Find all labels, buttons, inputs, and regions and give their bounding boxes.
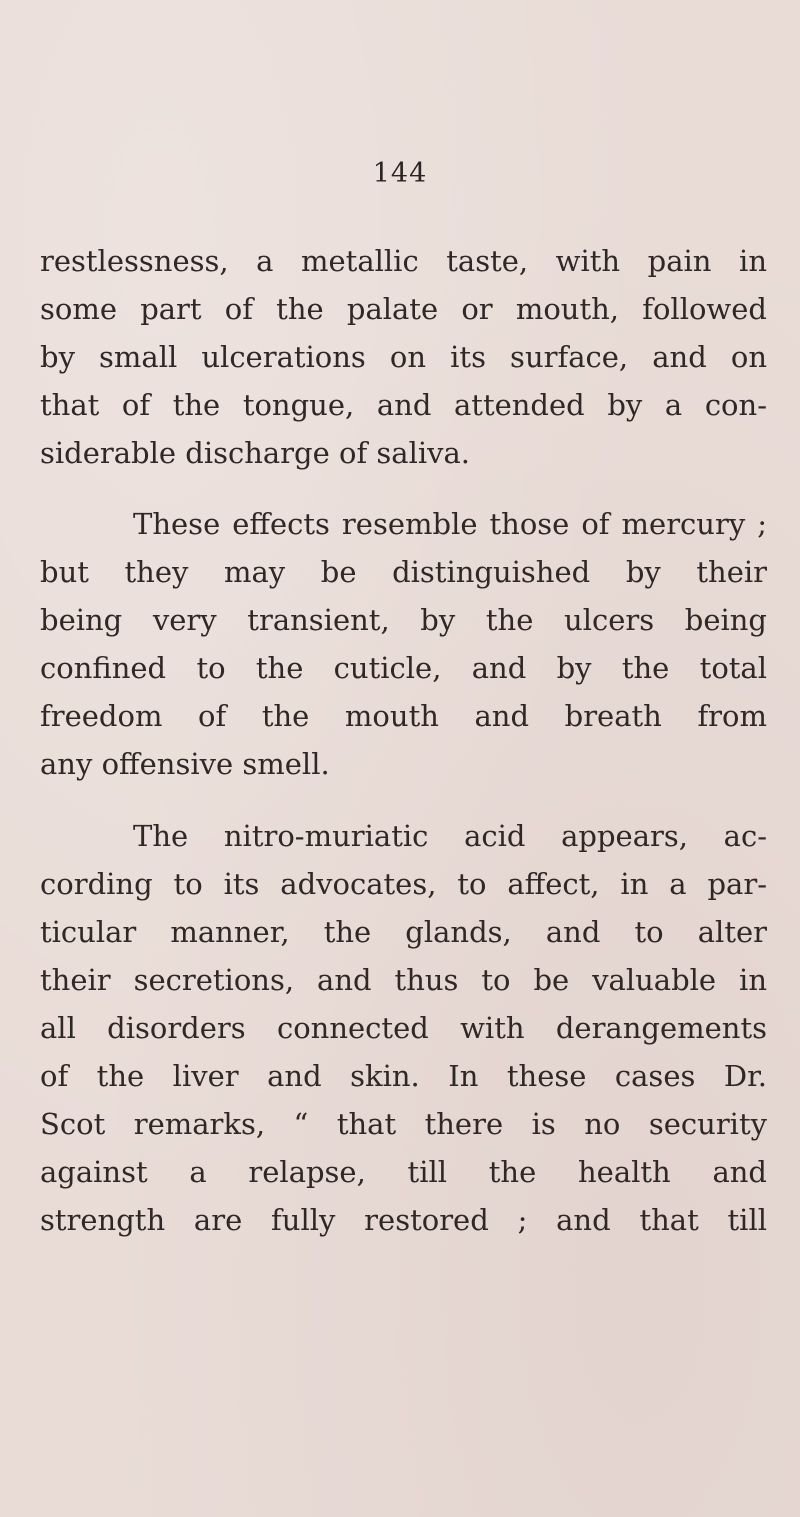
paragraph-1 bbox=[40, 237, 767, 477]
text-line: freedom of the mouth and breath from bbox=[40, 699, 767, 733]
text-line: all disorders connected with derangements bbox=[40, 1011, 767, 1045]
text-line: being very transient, by the ulcers being bbox=[40, 603, 767, 637]
text-line: but they may be distinguished by their bbox=[40, 555, 767, 589]
text-line: that of the tongue, and attended by a con- bbox=[40, 388, 767, 422]
page-number: 144 bbox=[372, 158, 428, 189]
paragraph-2 bbox=[40, 500, 767, 788]
text-line: These effects resemble those of mercury ; bbox=[133, 507, 767, 541]
text-line: cording to its advocates, to affect, in a par- bbox=[40, 867, 767, 901]
text-line: of the liver and skin. In these cases Dr. bbox=[40, 1059, 767, 1093]
text-line: restlessness, a metallic taste, with pain in bbox=[40, 244, 767, 278]
text-line: ticular manner, the glands, and to alter bbox=[40, 915, 767, 949]
text-line: confined to the cuticle, and by the total bbox=[40, 651, 767, 685]
text-line: some part of the palate or mouth, followed bbox=[40, 292, 767, 326]
paragraph-3 bbox=[40, 812, 767, 1244]
text-line: their secretions, and thus to be valuable in bbox=[40, 963, 767, 997]
text-line: strength are fully restored ; and that till bbox=[40, 1203, 767, 1237]
text-line: siderable discharge of saliva. bbox=[40, 436, 471, 470]
text-line: Scot remarks, “ that there is no security bbox=[40, 1107, 767, 1141]
text-line: against a relapse, till the health and bbox=[40, 1155, 767, 1189]
text-line: any offensive smell. bbox=[40, 747, 330, 781]
text-line: The nitro-muriatic acid appears, ac- bbox=[133, 819, 767, 853]
text-line: by small ulcerations on its surface, and on bbox=[40, 340, 767, 374]
